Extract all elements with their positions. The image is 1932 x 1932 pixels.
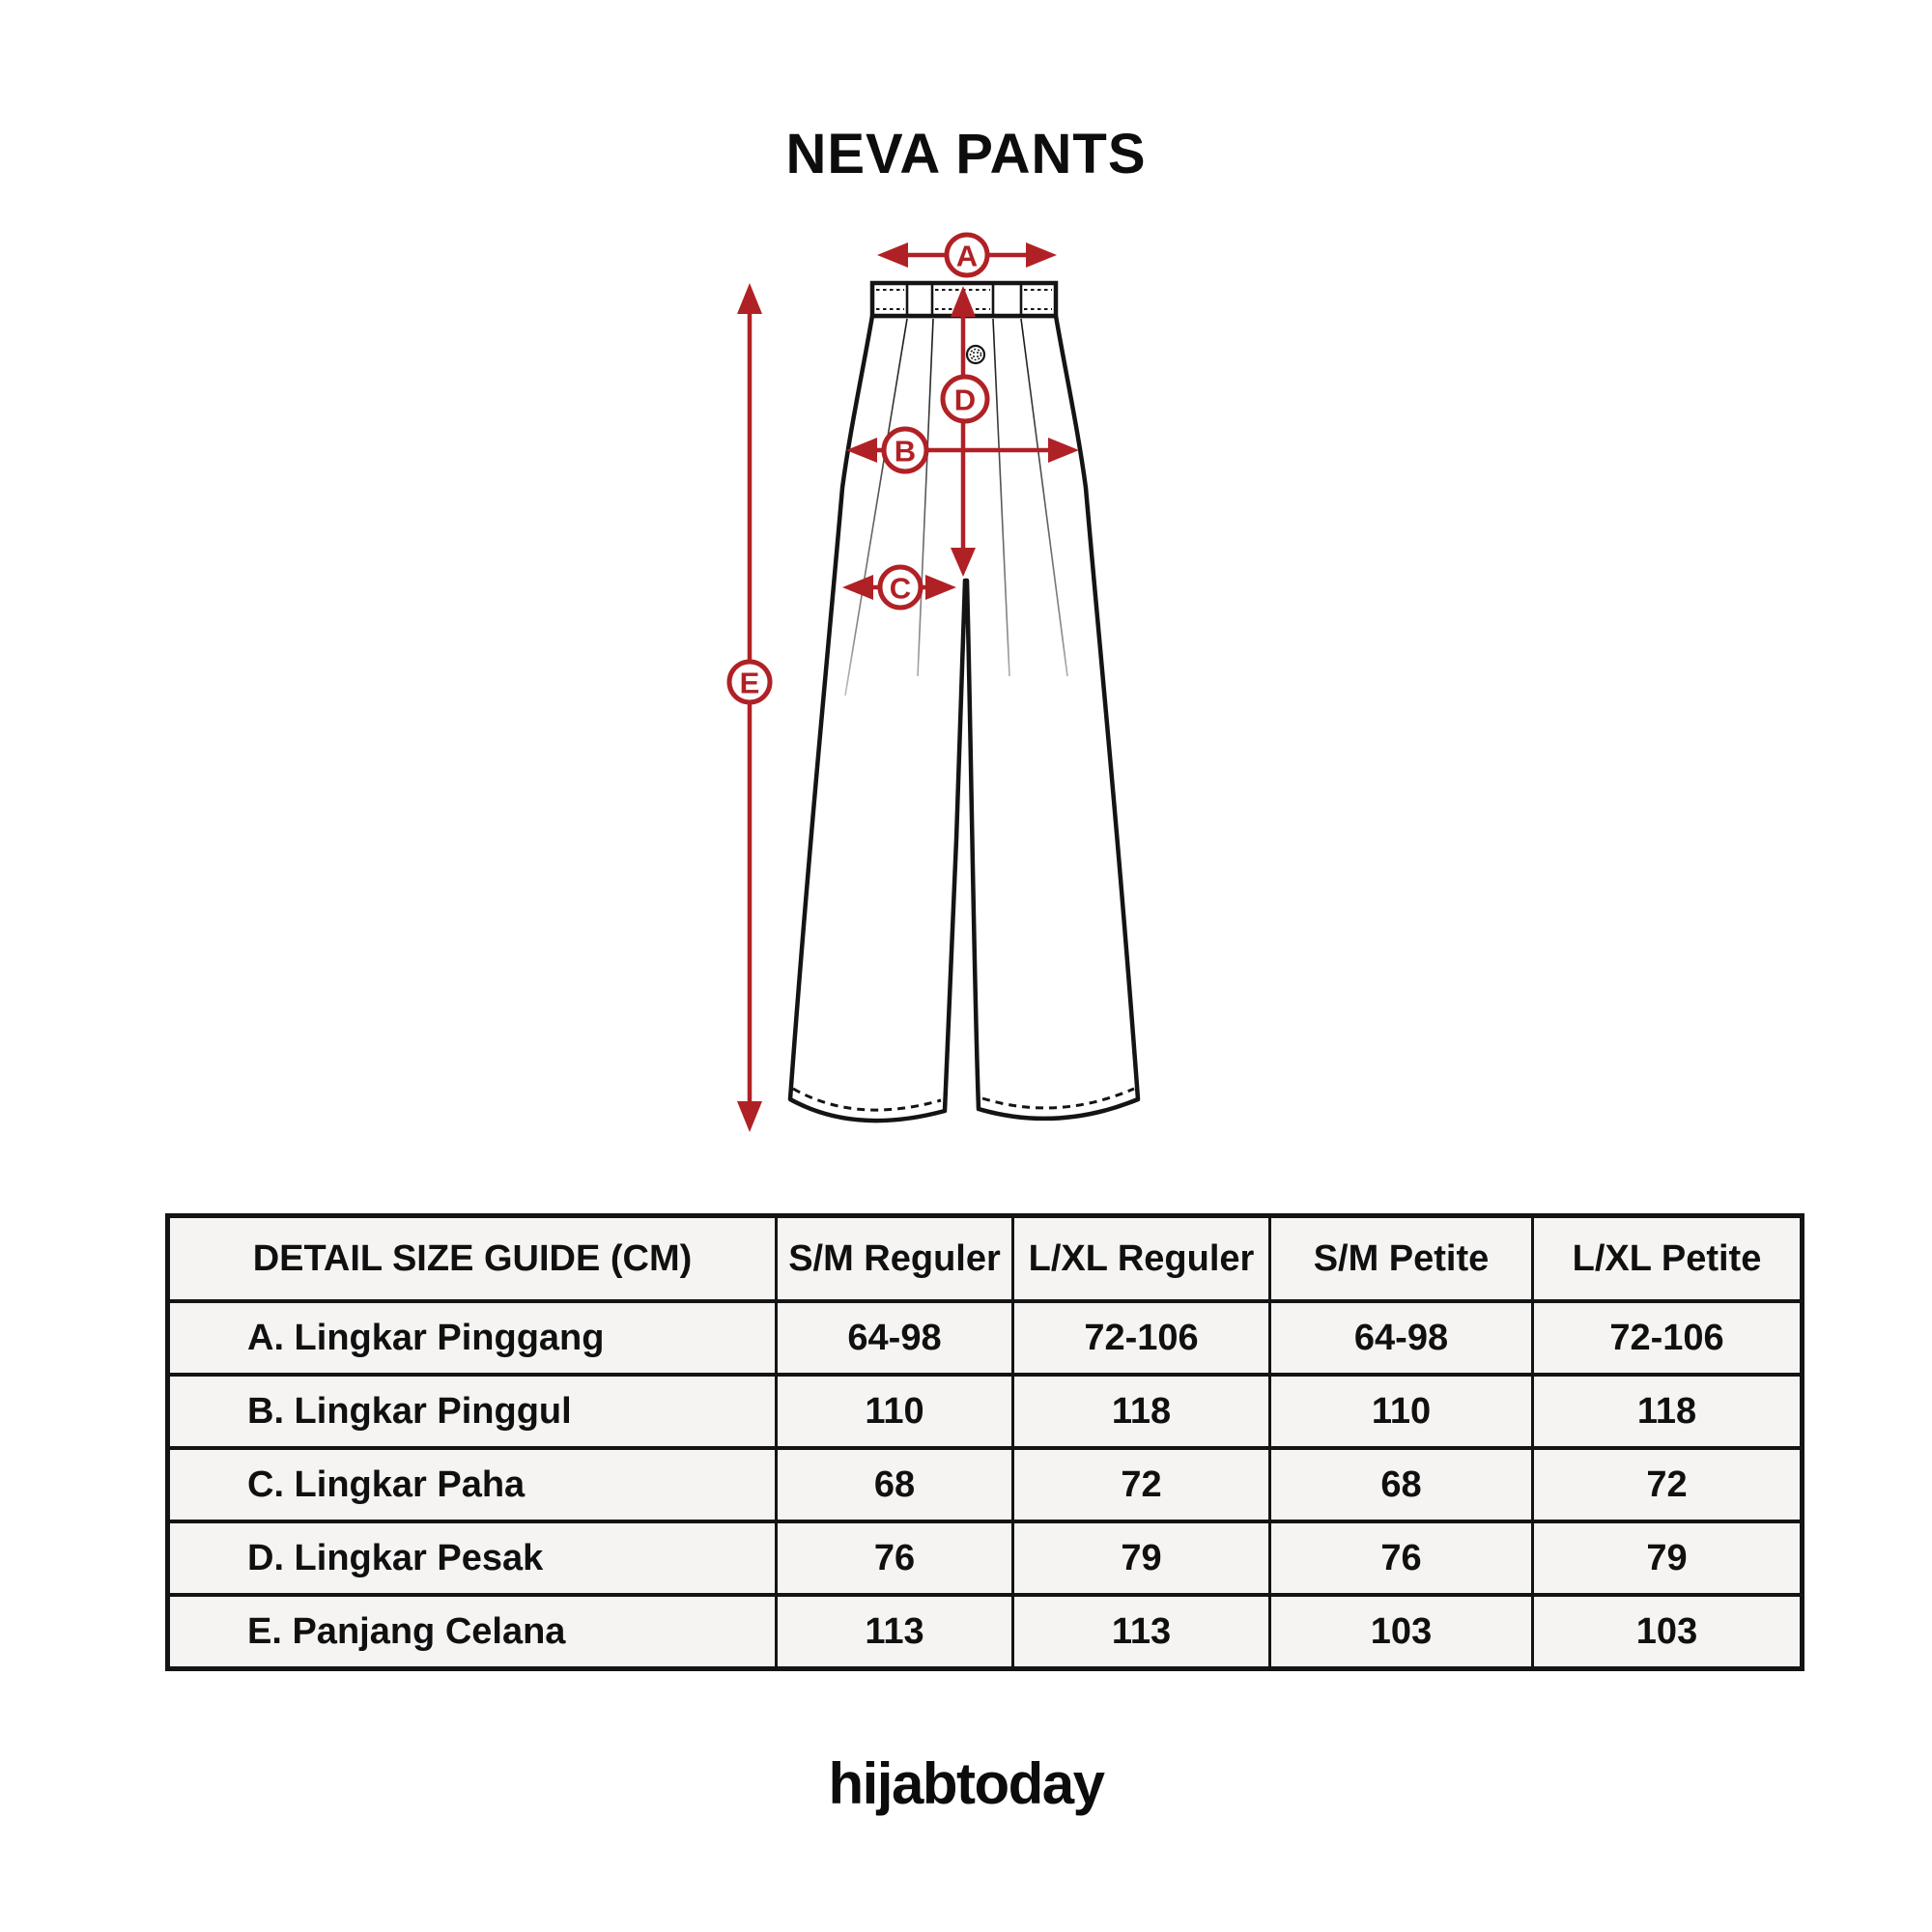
cell-hip-lxl-reguler: 118 — [1013, 1375, 1270, 1448]
cell-rise-lxl-petite: 79 — [1533, 1521, 1803, 1595]
measure-arrow-E — [729, 283, 770, 1132]
table-row-length — [168, 1595, 1803, 1669]
col-header-sm-petite: S/M Petite — [1270, 1216, 1533, 1302]
table-row-thigh — [168, 1448, 1803, 1521]
cell-waist-sm-reguler: 64-98 — [777, 1301, 1013, 1375]
brand-logo: hijabtoday — [828, 1751, 1104, 1816]
cell-thigh-sm-petite: 68 — [1270, 1448, 1533, 1521]
col-header-sm-reguler: S/M Reguler — [777, 1216, 1013, 1302]
table-row-hip — [168, 1375, 1803, 1448]
cell-length-lxl-petite: 103 — [1533, 1595, 1803, 1669]
row-label-hip: B. Lingkar Pinggul — [168, 1375, 777, 1448]
cell-waist-sm-petite: 64-98 — [1270, 1301, 1533, 1375]
cell-rise-lxl-reguler: 79 — [1013, 1521, 1270, 1595]
button-icon — [967, 346, 984, 363]
cell-waist-lxl-reguler: 72-106 — [1013, 1301, 1270, 1375]
row-label-rise: D. Lingkar Pesak — [168, 1521, 777, 1595]
cell-waist-lxl-petite: 72-106 — [1533, 1301, 1803, 1375]
row-label-thigh: C. Lingkar Paha — [168, 1448, 777, 1521]
cell-thigh-lxl-petite: 72 — [1533, 1448, 1803, 1521]
svg-text:B: B — [894, 434, 917, 469]
cell-length-lxl-reguler: 113 — [1013, 1595, 1270, 1669]
page-title: NEVA PANTS — [785, 123, 1147, 185]
svg-text:D: D — [953, 383, 977, 417]
cell-thigh-sm-reguler: 68 — [777, 1448, 1013, 1521]
cell-length-sm-reguler: 113 — [777, 1595, 1013, 1669]
cell-rise-sm-reguler: 76 — [777, 1521, 1013, 1595]
cell-hip-sm-reguler: 110 — [777, 1375, 1013, 1448]
table-header-row — [168, 1216, 1803, 1302]
size-table — [165, 1213, 1804, 1671]
table-row-waist — [168, 1301, 1803, 1375]
svg-text:A: A — [955, 239, 979, 273]
cell-hip-sm-petite: 110 — [1270, 1375, 1533, 1448]
row-label-waist: A. Lingkar Pinggang — [168, 1301, 777, 1375]
col-header-size-guide: DETAIL SIZE GUIDE (CM) — [168, 1216, 777, 1302]
col-header-lxl-reguler: L/XL Reguler — [1013, 1216, 1270, 1302]
svg-text:C: C — [889, 571, 912, 606]
table-row-rise — [168, 1521, 1803, 1595]
cell-thigh-lxl-reguler: 72 — [1013, 1448, 1270, 1521]
svg-text:E: E — [739, 666, 760, 700]
cell-length-sm-petite: 103 — [1270, 1595, 1533, 1669]
col-header-lxl-petite: L/XL Petite — [1533, 1216, 1803, 1302]
row-label-length: E. Panjang Celana — [168, 1595, 777, 1669]
cell-hip-lxl-petite: 118 — [1533, 1375, 1803, 1448]
cell-rise-sm-petite: 76 — [1270, 1521, 1533, 1595]
measure-arrow-A — [877, 235, 1057, 275]
